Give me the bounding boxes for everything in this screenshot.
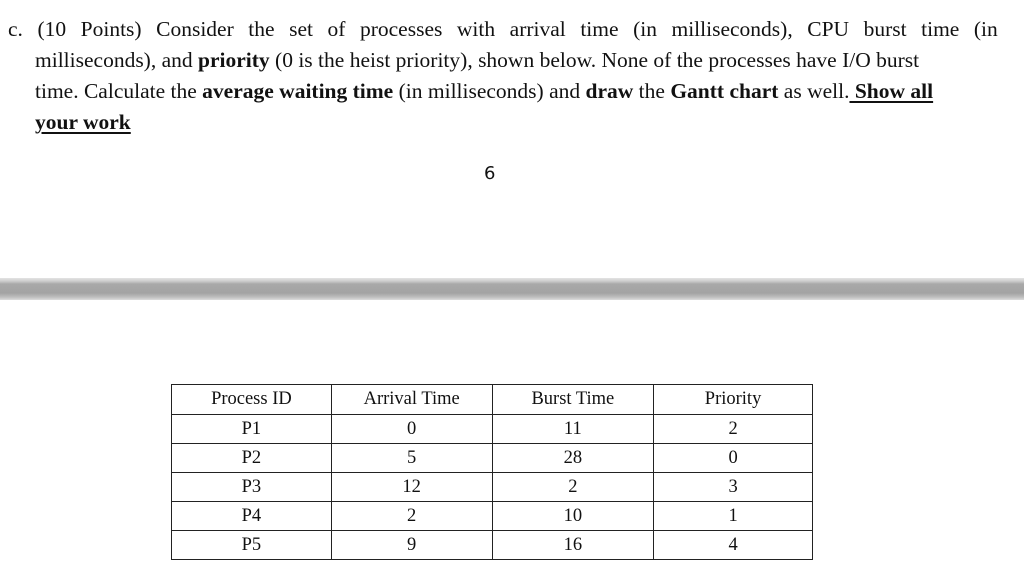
bold-run: Gantt chart — [670, 79, 779, 103]
word: burst — [863, 17, 907, 41]
bold-run: priority — [198, 48, 270, 72]
table-row — [172, 444, 813, 473]
table-row — [172, 473, 813, 502]
cell-priority: 3 — [654, 473, 813, 502]
text-run: (0 is the heist priority), shown below. None of the processes have I/O burst — [269, 48, 920, 72]
question-text — [8, 14, 998, 138]
cell-burst-time: 28 — [492, 444, 654, 473]
text-run: as well. — [778, 79, 850, 103]
column-header-priority: Priority — [654, 385, 813, 415]
word: (10 — [37, 17, 67, 41]
word: time — [921, 17, 960, 41]
page-break-divider — [0, 278, 1024, 300]
word: processes — [359, 17, 443, 41]
question-line-3 — [8, 76, 998, 107]
cell-process-id: P3 — [172, 473, 332, 502]
word: c. — [8, 17, 23, 41]
word: (in — [633, 17, 657, 41]
cell-priority: 0 — [654, 444, 813, 473]
table-row — [172, 531, 813, 560]
word: Consider — [156, 17, 234, 41]
question-line-1 — [8, 14, 998, 45]
column-header-arrival-time: Arrival Time — [331, 385, 492, 415]
table-header-row — [172, 385, 813, 415]
text-run: milliseconds), and — [35, 48, 199, 72]
cell-priority: 4 — [654, 531, 813, 560]
table-row — [172, 502, 813, 531]
cell-priority: 2 — [654, 415, 813, 444]
word: arrival — [509, 17, 566, 41]
cell-process-id: P5 — [172, 531, 332, 560]
cell-process-id: P4 — [172, 502, 332, 531]
bold-run: draw — [585, 79, 634, 103]
cell-arrival-time: 0 — [331, 415, 492, 444]
bold-underlined-run: Show all — [849, 79, 934, 103]
cell-arrival-time: 12 — [331, 473, 492, 502]
cell-priority: 1 — [654, 502, 813, 531]
process-table — [171, 384, 813, 560]
cell-process-id: P2 — [172, 444, 332, 473]
table-row — [172, 415, 813, 444]
word: of — [327, 17, 346, 41]
word: time — [580, 17, 619, 41]
word: with — [456, 17, 496, 41]
cell-arrival-time: 9 — [331, 531, 492, 560]
bold-underlined-run: your work — [35, 110, 131, 134]
word: CPU — [807, 17, 850, 41]
column-header-process-id: Process ID — [172, 385, 332, 415]
word: the — [248, 17, 275, 41]
text-run: time. Calculate the — [35, 79, 203, 103]
question-line-4 — [8, 107, 998, 138]
cell-burst-time: 11 — [492, 415, 654, 444]
page-number: 6 — [484, 163, 496, 184]
cell-process-id: P1 — [172, 415, 332, 444]
text-run: the — [633, 79, 671, 103]
word: set — [289, 17, 313, 41]
word: (in — [973, 17, 998, 41]
column-header-burst-time: Burst Time — [492, 385, 654, 415]
cell-arrival-time: 2 — [331, 502, 492, 531]
bold-run: average waiting time — [202, 79, 394, 103]
question-line-2 — [8, 45, 998, 76]
cell-arrival-time: 5 — [331, 444, 492, 473]
word: Points) — [80, 17, 142, 41]
word: milliseconds), — [671, 17, 793, 41]
cell-burst-time: 16 — [492, 531, 654, 560]
cell-burst-time: 10 — [492, 502, 654, 531]
cell-burst-time: 2 — [492, 473, 654, 502]
text-run: (in milliseconds) and — [393, 79, 586, 103]
